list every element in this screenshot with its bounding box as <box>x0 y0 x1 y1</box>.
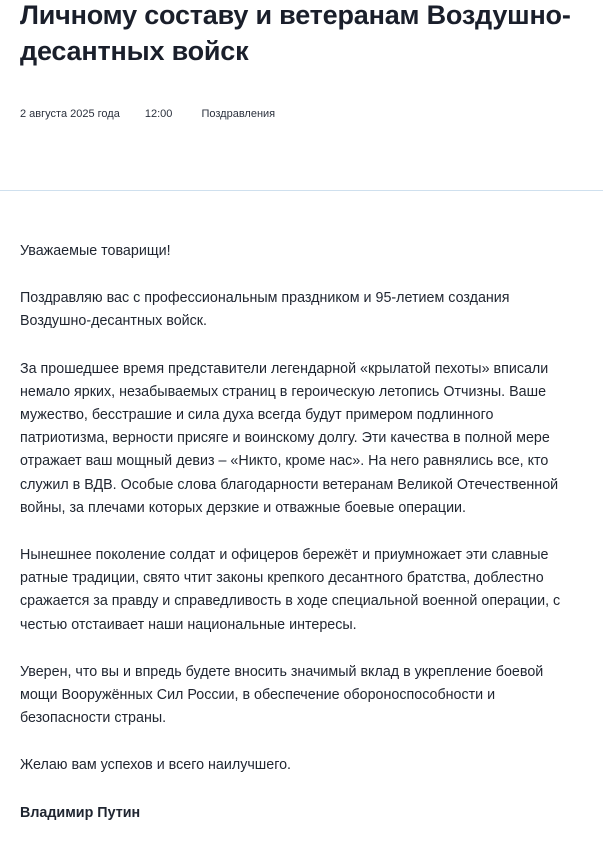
greeting-paragraph: Уважаемые товарищи! <box>20 243 171 259</box>
article-meta <box>20 106 275 122</box>
signature: Владимир Путин <box>20 804 141 821</box>
body-paragraph: За прошедшее время представители легендарной «крылатой пехоты» вписали немало ярких, незабываемых страниц в героическую летопись Отчизны. Ваше мужество, бесстрашие и сила духа всегда будут примером подлинного патриотизма, верности присяге и воинскому долгу. Эти качества в полной мере отражает ваш мощный девиз – «Никто, кроме нас». На него равнялись все, кто служил в ВДВ. Особые слова благодарности ветеранам Великой Отечественной войны, за плечами которых дерзкие и отважные боевые операции. <box>20 360 559 516</box>
body-paragraph: Уверен, что вы и впредь будете вносить значимый вклад в укрепление боевой мощи Вооружённых Сил России, в обеспечение обороноспособности и безопасности страны. <box>20 663 544 727</box>
article-category-link[interactable]: Поздравления <box>201 108 276 120</box>
article-time: 12:00 <box>144 108 173 120</box>
body-paragraph: Поздравляю вас с профессиональным праздником и 95-летием создания Воздушно-десантных войск. <box>20 290 510 330</box>
article-title: Личному составу и ветеранам Воздушно-десантных войск <box>20 0 571 66</box>
body-paragraph: Нынешнее поколение солдат и офицеров бережёт и приумножает эти славные ратные традиции, свято чтит законы крепкого десантного братства, доблестно сражается за правду и справедливость в ходе специальной военной операции, с честью отстаивает наши национальные интересы. <box>20 547 561 633</box>
closing-paragraph: Желаю вам успехов и всего наилучшего. <box>20 757 292 774</box>
article-date: 2 августа 2025 года <box>20 108 120 120</box>
article-body <box>20 240 580 849</box>
article-header <box>0 0 603 191</box>
